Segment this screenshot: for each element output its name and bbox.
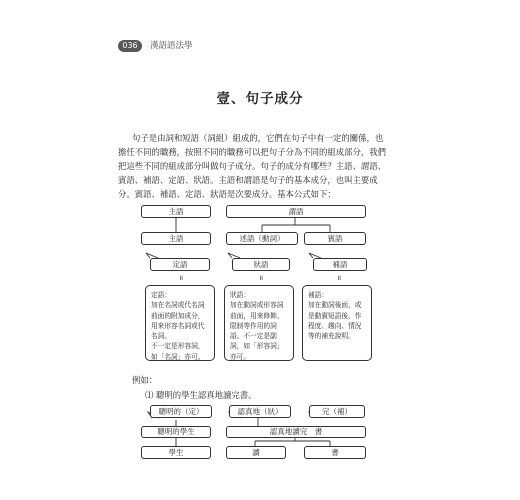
- adverbial-note: 狀語： 加在動詞或形容詞 前面，用來修飾、 限制等作用的詞 語。不一定是副 詞，如「形容詞」 亦可。: [224, 285, 294, 361]
- example-complement-bubble: 完（補）: [309, 405, 365, 418]
- section-title: 壹、句子成分: [216, 91, 304, 107]
- example-verb: 讀: [226, 446, 286, 459]
- paragraph-line: 擔任不同的職務，按照不同的職務可以把句子分為不同的組成部分，我們: [118, 147, 386, 157]
- example-heading: 例如：: [132, 375, 158, 385]
- attributive-bubble: 定語: [150, 258, 210, 271]
- adverbial-bubble: 狀語: [232, 258, 290, 271]
- complement-note: 補語： 加在動詞後面，或 是動賓短語後，作 程度、趨向、情況 等的補充說明。: [302, 285, 372, 361]
- paragraph-line: 賓語、補語、定語、狀語。主語和謂語是句子的基本成分，也叫主要成: [118, 175, 378, 185]
- subject-box: 主語: [141, 232, 211, 245]
- equals-mark: ॥: [178, 274, 184, 282]
- example-subject: 學生: [141, 446, 211, 459]
- paragraph-line: 把這些不同的組成部分叫做句子成分。句子的成分有哪些？主語、謂語、: [118, 161, 386, 171]
- example-subject-phrase: 聰明的學生: [141, 426, 211, 438]
- object-box: 賓語: [304, 232, 366, 245]
- paragraph-line: 分。賓語、補語、定語、狀語是次要成分。基本公式如下：: [118, 189, 336, 199]
- predicate-box-top: 謂語: [226, 205, 366, 218]
- example-object: 書: [304, 446, 366, 459]
- verb-box: 述語（動詞）: [226, 232, 298, 245]
- example-sentence: ⑴ 聰明的學生認真地讀完書。: [145, 390, 257, 400]
- complement-bubble: 補語: [313, 258, 367, 271]
- example-attributive-bubble: 聰明的（定）: [150, 405, 212, 418]
- page-number-badge: 036: [118, 40, 142, 52]
- running-head: 漢語語法學: [150, 41, 193, 51]
- equals-mark: ॥: [258, 274, 264, 282]
- example-predicate-phrase: 認真地讀完 書: [226, 426, 366, 438]
- subject-box-top: 主語: [141, 205, 211, 218]
- example-adverbial-bubble: 認真地（狀）: [229, 405, 291, 418]
- equals-mark: ॥: [336, 274, 342, 282]
- paragraph-line: 句子是由詞和短語（詞組）組成的，它們在句子中有一定的關係，也: [132, 133, 384, 143]
- attributive-note: 定語： 加在名詞或代名詞 前面的附加成分， 用來形容名詞或代 名詞。 不一定是形容詞， 如「名詞」亦可。: [145, 285, 215, 361]
